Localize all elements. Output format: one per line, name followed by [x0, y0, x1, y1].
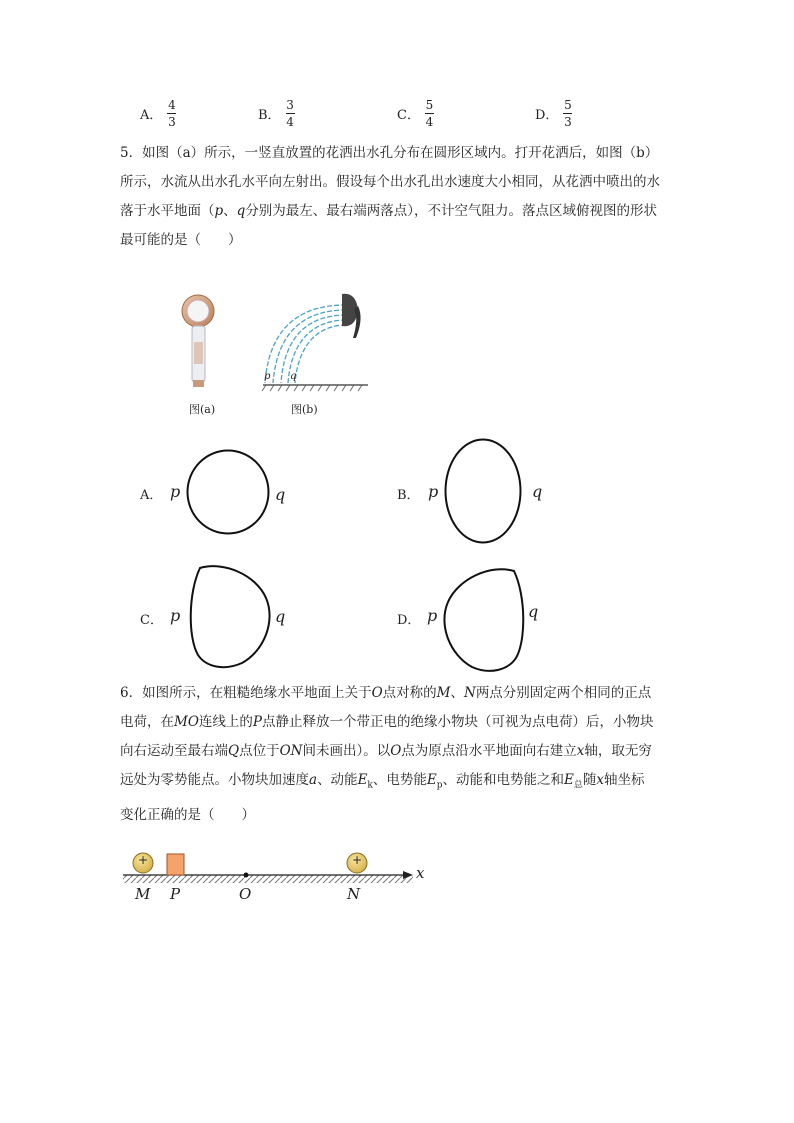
q5-option-a-p: p	[170, 482, 181, 501]
q4-option-b[interactable]	[258, 98, 295, 129]
q6-line-4: 远处为零势能点。小物块加速度a、动能$E_k$、电势能$E_p$、动能和电势能之和$E_总$随x轴坐标	[120, 772, 645, 791]
label-p: P	[170, 885, 181, 903]
label-m: M	[135, 885, 151, 903]
denominator: 4	[286, 115, 294, 129]
q5-option-b-q: q	[532, 482, 543, 501]
q5-line-2: 所示，水流从出水孔水平向左射出。假设每个出水孔出水速度大小相同，从花洒中喷出的水	[120, 174, 660, 190]
q4-option-c-letter: C．	[397, 108, 420, 123]
q4-option-c[interactable]	[397, 98, 434, 129]
q5-option-c-letter[interactable]: C．	[140, 613, 163, 628]
q5-option-a-letter[interactable]: A．	[140, 488, 163, 503]
charge-n-plus: +	[352, 853, 363, 867]
q5-line-3: 落于水平地面（p、q分别为最左、最右端两落点），不计空气阻力。落点区域俯视图的形状	[120, 203, 658, 219]
q5-option-d-p: p	[427, 606, 438, 625]
point-o	[244, 873, 249, 878]
q4-option-c-fraction	[425, 98, 434, 129]
denominator: 4	[425, 115, 434, 129]
q4-option-a-letter: A．	[140, 108, 163, 123]
water-streams-figure-b	[258, 288, 373, 393]
q5-line-1: 5．如图（a）所示，一竖直放置的花洒出水孔分布在圆形区域内。打开花洒后，如图（b）	[120, 145, 659, 161]
q6-line-1: 6．如图所示，在粗糙绝缘水平地面上关于O点对称的M、N两点分别固定两个相同的正点	[120, 685, 652, 701]
numerator: 5	[564, 98, 572, 112]
q4-option-d-fraction	[563, 98, 572, 129]
q5-option-a-q: q	[275, 485, 286, 504]
numerator: 5	[425, 98, 434, 112]
q4-option-d-letter: D．	[535, 108, 559, 123]
q5-option-b-p: p	[428, 482, 439, 501]
q4-option-a[interactable]	[140, 98, 176, 129]
q5-option-c-q: q	[275, 607, 286, 626]
numerator: 3	[286, 98, 294, 112]
fig-b-q-label: q	[290, 371, 297, 382]
label-o: O	[239, 885, 252, 903]
q4-option-b-letter: B．	[258, 108, 281, 123]
q6-stem	[120, 679, 680, 830]
q5-option-c-p: p	[170, 606, 181, 625]
numerator: 4	[168, 98, 176, 112]
label-n: N	[347, 885, 361, 903]
fig-b-caption: 图(b)	[291, 403, 318, 416]
charges-ground-figure	[118, 848, 428, 908]
q5-option-b-letter[interactable]: B．	[397, 488, 420, 503]
q5-option-b-shape[interactable]	[444, 438, 524, 544]
denominator: 3	[564, 115, 572, 129]
q5-option-c-shape[interactable]	[186, 563, 274, 670]
q4-option-a-fraction	[167, 98, 176, 129]
q6-line-5: 变化正确的是（ ）	[120, 806, 255, 823]
q4-option-d[interactable]	[535, 98, 572, 129]
q5-option-d-shape[interactable]	[442, 567, 528, 671]
q5-option-d-letter[interactable]: D．	[397, 613, 421, 628]
q5-line-4: 最可能的是（ ）	[120, 232, 242, 248]
charge-m-plus: +	[138, 853, 149, 867]
fig-b-p-label: p	[264, 371, 271, 382]
x-axis-label: x	[416, 864, 425, 882]
shower-head-figure-a	[176, 294, 236, 399]
q5-option-a-shape[interactable]	[186, 449, 270, 535]
denominator: 3	[168, 115, 176, 129]
fig-a-caption: 图(a)	[189, 403, 216, 416]
q5-stem	[120, 139, 680, 255]
q6-line-3: 向右运动至最右端Q点位于ON间未画出）。以O点为原点沿水平地面向右建立x轴，取无穷	[120, 743, 652, 759]
q5-option-d-q: q	[528, 602, 539, 621]
q6-line-2: 电荷，在MO连线上的P点静止释放一个带正电的绝缘小物块（可视为点电荷）后，小物块	[120, 714, 654, 730]
block-p	[167, 854, 184, 875]
q4-option-b-fraction	[286, 98, 295, 129]
